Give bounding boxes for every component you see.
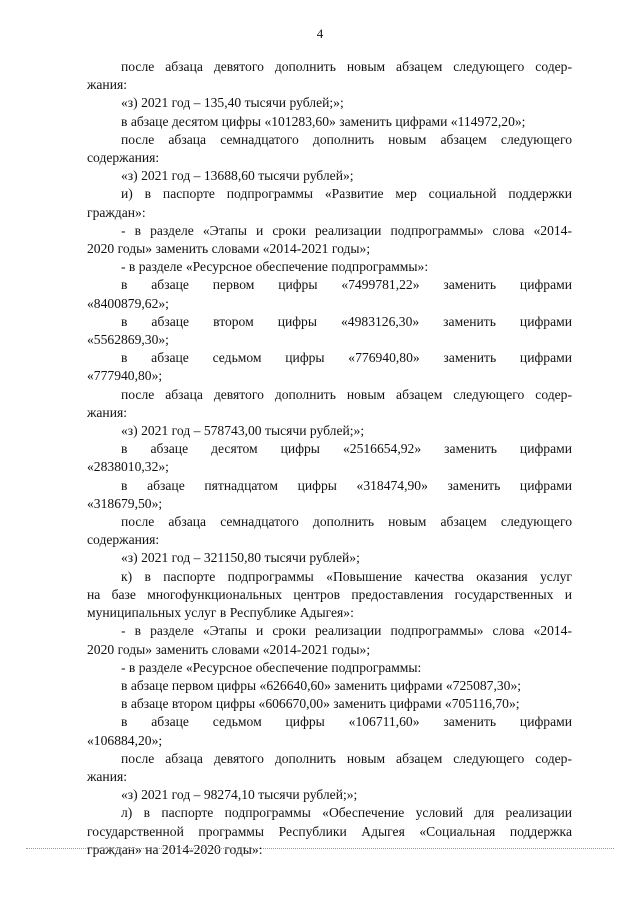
paragraph-line: - в разделе «Ресурсное обеспечение подпрограммы»: [121,259,429,275]
paragraph-line: после абзаца семнадцатого дополнить новым абзацем следующего [121,514,572,530]
paragraph-line: в абзаце десятом цифры «2516654,92» заменить цифрами [121,441,572,457]
paragraph-line: «2838010,32»; [87,459,169,475]
paragraph-line: в абзаце первом цифры «7499781,22» заменить цифрами [121,277,572,293]
paragraph-line: государственной программы Республики Адыгея «Социальная поддержка [87,823,572,839]
paragraph-line: жания: [87,404,128,420]
paragraph-line: в абзаце седьмом цифры «106711,60» заменить цифрами [121,714,572,730]
paragraph-line: - в разделе «Ресурсное обеспечение подпрограммы: [121,659,422,675]
paragraph-line: после абзаца девятого дополнить новым абзацем следующего содер- [121,59,572,74]
paragraph-line: в абзаце десятом цифры «101283,60» заменить цифрами «114972,20»; [121,113,526,129]
paragraph-line: «106884,20»; [87,732,163,748]
paragraph-line: после абзаца семнадцатого дополнить новым абзацем следующего [121,131,572,147]
paragraph-line: после абзаца девятого дополнить новым абзацем следующего содер- [121,750,572,766]
document-body [87,58,572,859]
paragraph-line: содержания: [87,150,160,166]
paragraph-line: муниципальных услуг в Республике Адыгея»: [87,605,354,621]
paragraph-line: к) в паспорте подпрограммы «Повышение качества оказания услуг [121,568,572,584]
paragraph-line: «5562869,30»; [87,332,169,348]
paragraph-line: граждан»: [87,204,146,220]
paragraph-line: «777940,80»; [87,368,163,384]
paragraph-line: содержания: [87,532,160,548]
paragraph-line: «з) 2021 год – 578743,00 тысячи рублей;»; [121,423,365,439]
paragraph-line: 2020 годы» заменить словами «2014-2021 годы»; [87,641,371,657]
paragraph-line: л) в паспорте подпрограммы «Обеспечение условий для реализации [121,805,572,821]
paragraph-line: в абзаце втором цифры «606670,00» заменить цифрами «705116,70»; [121,696,520,712]
paragraph-line: в абзаце седьмом цифры «776940,80» заменить цифрами [121,350,572,366]
paragraph-line: - в разделе «Этапы и сроки реализации подпрограммы» слова «2014- [121,222,572,238]
paragraph-line: и) в паспорте подпрограммы «Развитие мер социальной поддержки [121,186,572,202]
paragraph-line: «318679,50»; [87,495,163,511]
paragraph-line: после абзаца девятого дополнить новым абзацем следующего содер- [121,386,572,402]
paragraph-line: на базе многофункциональных центров предоставления государственных и [87,586,572,602]
footer-divider [26,848,614,849]
paragraph-line: «з) 2021 год – 321150,80 тысячи рублей»; [121,550,360,566]
paragraph-line: 2020 годы» заменить словами «2014-2021 годы»; [87,241,371,257]
paragraph-line: в абзаце первом цифры «626640,60» заменить цифрами «725087,30»; [121,677,522,693]
paragraph-line: в абзаце втором цифры «4983126,30» заменить цифрами [121,313,572,329]
paragraph-line: граждан» на 2014-2020 годы»: [87,841,263,857]
page-number: 4 [316,26,324,41]
paragraph-line: в абзаце пятнадцатом цифры «318474,90» заменить цифрами [121,477,572,493]
paragraph-line: жания: [87,77,128,93]
paragraph-line: «з) 2021 год – 135,40 тысячи рублей;»; [121,95,344,111]
paragraph-line: «8400879,62»; [87,295,169,311]
paragraph-line: жания: [87,768,128,784]
paragraph-line: «з) 2021 год – 98274,10 тысячи рублей;»; [121,787,358,803]
paragraph-line: - в разделе «Этапы и сроки реализации подпрограммы» слова «2014- [121,623,572,639]
paragraph-line: «з) 2021 год – 13688,60 тысячи рублей»; [121,168,354,184]
